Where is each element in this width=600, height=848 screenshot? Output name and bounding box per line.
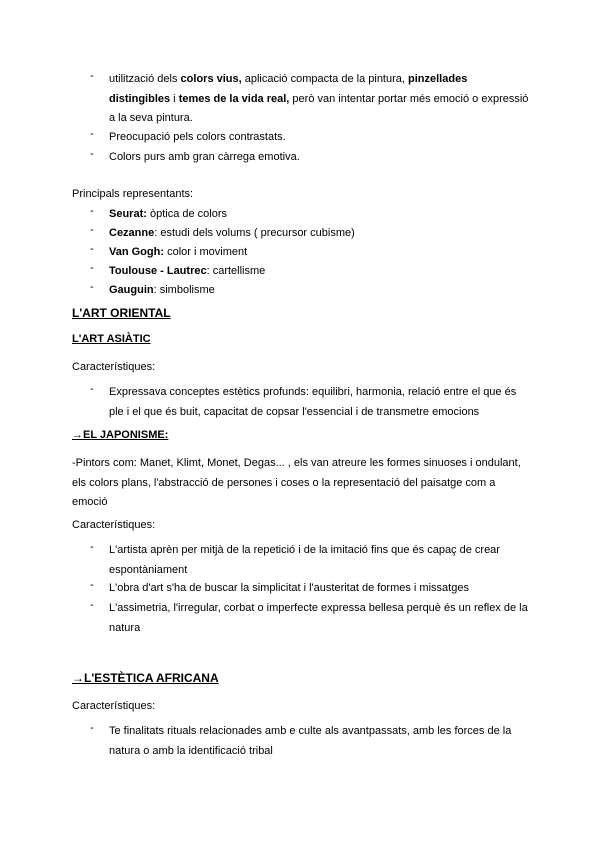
list-bullet: - (90, 243, 94, 255)
list-bullet: - (90, 224, 94, 236)
list-item-text: L'artista aprèn per mitjà de la repetició i de la imitació fins que és capaç de crear espontàniament (109, 544, 500, 576)
section-heading: →L'ESTÈTICA AFRICANA (72, 671, 219, 685)
list-bullet: - (90, 281, 94, 293)
list-item-text: Colors purs amb gran càrrega emotiva. (109, 151, 300, 163)
list-bullet: - (90, 599, 94, 611)
list-bullet: - (90, 579, 94, 591)
list-bullet: - (90, 541, 94, 553)
painter-name: Seurat (109, 208, 144, 220)
list-item-text: utilització dels colors vius, aplicació compacta de la pintura, pinzellades distingibles i temes de la vida real, però van intentar portar més emoció o expressió a la seva pintura. (109, 73, 529, 124)
painter-name: Van Gogh (109, 246, 161, 258)
list-item-text: L'assimetria, l'irregular, corbat o imperfecte expressa bellesa perquè és un reflex de la natura (109, 602, 528, 634)
document-page: - utilització dels colors vius, aplicació compacta de la pintura, pinzellades distingibles i temes de la vida real, però van intentar portar més emoció o expressió a la seva pintura. - Preocupació pels colors contrastats. - Colors purs amb gran càrrega emotiva. Principals representants: - Seurat: òptica de colors - Cezanne: estudi dels volums ( precursor cubisme) - Van Gogh: color i moviment - Toulouse - Lautrec: cartellisme - Gauguin: simbolisme L'ART ORIENTAL L'ART ASIÀTIC Característiques: - Expressava conceptes estètics profunds: equilibri, harmonia, relació entre el que és ple i el que és buit, capacitat de copsar l'essencial i de transmetre emocions →EL JAPONISME: -Pintors com: Manet, Klimt, Monet, Degas... , els van atreure les formes sinuoses i ondulant, els colors plans, l'abstracció de persones i coses o la representació del paisatge com a emoció Característiques: - L'artista aprèn per mitjà de la repetició i de la imitació fins que és capaç de crear espontàniament - L'obra d'art s'ha de buscar la simplicitat i l'austeritat de formes i missatges - L'assimetria, l'irregular, corbat o imperfecte expressa bellesa perquè és un reflex de la natura →L'ESTÈTICA AFRICANA Característiques: - Te finalitats rituals relacionades amb e culte als avantpassats, amb les forces de la natura o amb la identificació tribal (0, 0, 600, 848)
list-bullet: - (90, 383, 94, 395)
list-bullet: - (90, 722, 94, 734)
list-item-text: Te finalitats rituals relacionades amb e culte als avantpassats, amb les forces de la natura o amb la identificació tribal (109, 725, 512, 757)
painter-desc: òptica de colors (149, 208, 228, 220)
features-label: Característiques: (72, 361, 156, 373)
subsection-heading: →EL JAPONISME: (72, 429, 169, 441)
features-label: Característiques: (72, 700, 156, 712)
list-bullet: - (90, 262, 94, 274)
subsection-heading: L'ART ASIÀTIC (72, 333, 151, 345)
list-item-text: Preocupació pels colors contrastats. (109, 131, 286, 143)
section-heading: L'ART ORIENTAL (72, 306, 171, 320)
painter-desc: cartellisme (212, 265, 266, 277)
painter-desc: estudi dels volums ( precursor cubisme) (160, 227, 355, 239)
features-label: Característiques: (72, 519, 156, 531)
painter-name: Gauguin (109, 284, 154, 296)
painter-name: Toulouse - Lautrec (109, 265, 207, 277)
painter-desc: simbolisme (159, 284, 215, 296)
painter-name: Cezanne (109, 227, 155, 239)
painter-desc: color i moviment (167, 246, 248, 258)
list-item-text: Expressava conceptes estètics profunds: equilibri, harmonia, relació entre el que és ple i el que és buit, capacitat de copsar l'essencial i de transmetre emocions (109, 386, 517, 418)
list-bullet: - (90, 148, 94, 160)
list-bullet: - (90, 205, 94, 217)
representatives-label: Principals representants: (72, 188, 194, 200)
painters-paragraph: -Pintors com: Manet, Klimt, Monet, Degas... , els van atreure les formes sinuoses i ondulant, els colors plans, l'abstracció de persones i coses o la representació del paisatge com a emoció (72, 457, 521, 508)
list-bullet: - (90, 70, 94, 82)
list-bullet: - (90, 128, 94, 140)
list-item-text: L'obra d'art s'ha de buscar la simplicitat i l'austeritat de formes i missatges (109, 582, 469, 594)
